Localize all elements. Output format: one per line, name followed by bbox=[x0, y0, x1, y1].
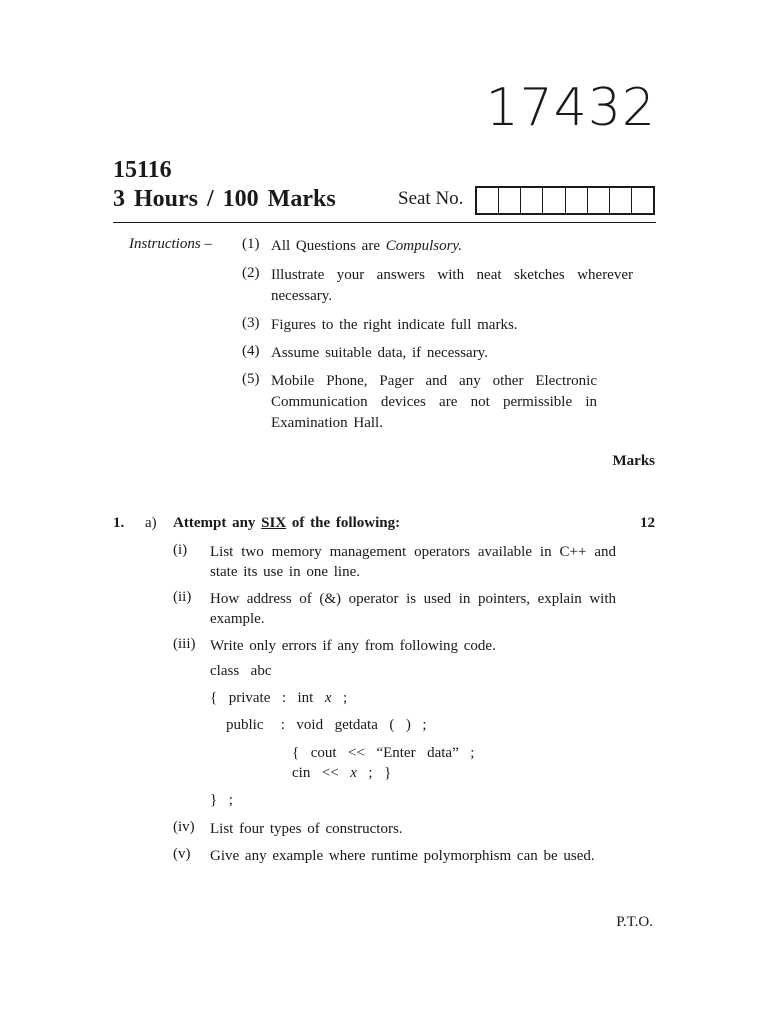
seat-box[interactable] bbox=[499, 188, 521, 213]
subject-code: 15116 bbox=[113, 157, 172, 183]
seat-box[interactable] bbox=[543, 188, 565, 213]
paper-code: 17432 bbox=[485, 78, 656, 138]
marks-column-heading: Marks bbox=[612, 453, 655, 469]
instruction-number: (1) bbox=[242, 236, 260, 252]
subquestion-text: How address of (&) operator is used in pointers, explain with example. bbox=[210, 591, 616, 627]
instruction-number: (2) bbox=[242, 265, 260, 281]
code-line: { cout << “Enter data” ; bbox=[292, 745, 475, 761]
instruction-text: Assume suitable data, if necessary. bbox=[271, 345, 488, 361]
instruction-text: Mobile Phone, Pager and any other Electronic Communication devices are not permissible in Examination Hall. bbox=[271, 373, 597, 431]
subquestion-text: Give any example where runtime polymorphism can be used. bbox=[210, 848, 595, 864]
subquestion-text: List two memory management operators available in C++ and state its use in one line. bbox=[210, 544, 616, 580]
subquestion-text: Write only errors if any from following code. bbox=[210, 638, 496, 654]
instruction-text: All Questions are Compulsory. bbox=[271, 238, 462, 254]
header-divider bbox=[113, 222, 656, 223]
subquestion-text: List four types of constructors. bbox=[210, 821, 403, 837]
seat-number-boxes[interactable] bbox=[475, 186, 655, 215]
instruction-number: (4) bbox=[242, 343, 260, 359]
seat-box[interactable] bbox=[588, 188, 610, 213]
code-line: cin << x ; } bbox=[292, 765, 392, 781]
code-line: } ; bbox=[210, 792, 233, 808]
subquestion-number: (v) bbox=[173, 846, 191, 862]
instructions-title: Instructions – bbox=[129, 236, 212, 252]
seat-box[interactable] bbox=[566, 188, 588, 213]
question-number: 1. bbox=[113, 515, 125, 531]
seat-box[interactable] bbox=[477, 188, 499, 213]
code-line: public : void getdata ( ) ; bbox=[226, 717, 427, 733]
exam-duration: 3 Hours / 100 Marks bbox=[113, 186, 336, 212]
subquestion-number: (i) bbox=[173, 542, 188, 558]
question-marks: 12 bbox=[640, 515, 655, 531]
code-line: class abc bbox=[210, 663, 272, 679]
subquestion-number: (ii) bbox=[173, 589, 192, 605]
seat-number-label: Seat No. bbox=[398, 188, 464, 209]
seat-box[interactable] bbox=[521, 188, 543, 213]
subquestion-number: (iii) bbox=[173, 636, 196, 652]
seat-box[interactable] bbox=[610, 188, 632, 213]
question-heading: Attempt any SIX of the following: bbox=[173, 515, 401, 531]
seat-box[interactable] bbox=[632, 188, 653, 213]
instruction-number: (5) bbox=[242, 371, 260, 387]
question-part: a) bbox=[145, 515, 157, 531]
page-turn-over: P.T.O. bbox=[616, 914, 653, 930]
instruction-number: (3) bbox=[242, 315, 260, 331]
instruction-text: Figures to the right indicate full marks. bbox=[271, 317, 518, 333]
subquestion-number: (iv) bbox=[173, 819, 195, 835]
instruction-text: Illustrate your answers with neat sketches wherever necessary. bbox=[271, 267, 633, 304]
code-line: { private : int x ; bbox=[210, 690, 348, 706]
